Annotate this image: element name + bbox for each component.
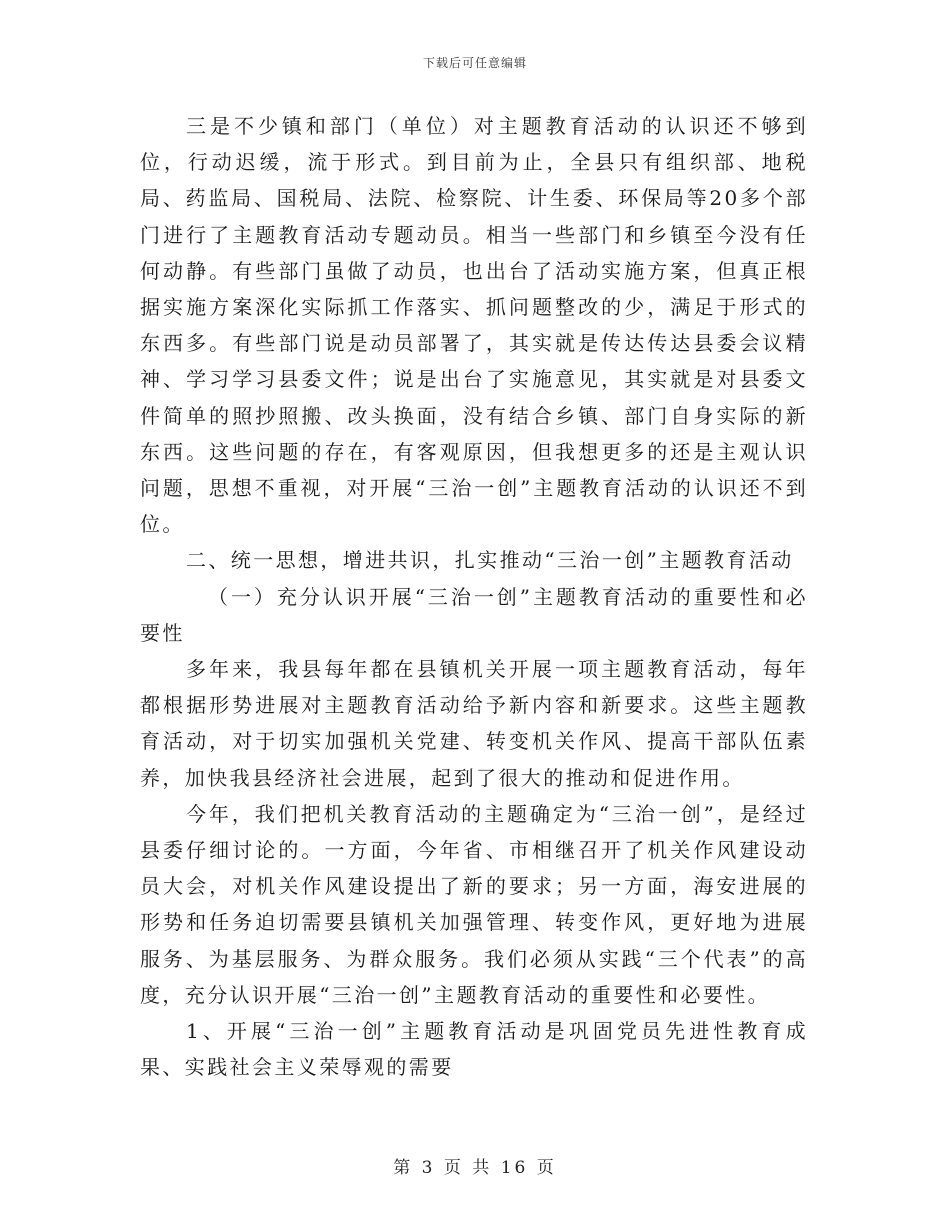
list-item-heading-1: 1、开展“三治一创”主题教育活动是巩固党员先进性教育成果、实践社会主义荣辱观的需要	[140, 1019, 808, 1080]
page-number-footer: 第 3 页 共 16 页	[393, 1158, 557, 1178]
page-header: 下载后可任意编辑	[422, 56, 527, 70]
paragraph-history: 多年来，我县每年都在县镇机关开展一项主题教育活动，每年都根据形势进展对主题教育活动给予新内容和新要求。这些主题教育活动，对于切实加强机关党建、转变机关作风、提高干部队伍素养，加快我县经济社会进展，起到了很大的推动和促进作用。	[140, 657, 808, 790]
paragraph-problem-three: 三是不少镇和部门（单位）对主题教育活动的认识还不够到位，行动迟缓，流于形式。到目前为止，全县只有组织部、地税局、药监局、国税局、法院、检察院、计生委、环保局等20多个部门进行了主题教育活动专题动员。相当一些部门和乡镇至今没有任何动静。有些部门虽做了动员，也出台了活动实施方案，但真正根据实施方案深化实际抓工作落实、抓问题整改的少，满足于形式的东西多。有些部门说是动员部署了，其实就是传达传达县委会议精神、学习学习县委文件；说是出台了实施意见，其实就是对县委文件简单的照抄照搬、改头换面，没有结合乡镇、部门自身实际的新东西。这些问题的存在，有客观原因，但我想更多的还是主观认识问题，思想不重视，对开展“三治一创”主题教育活动的认识还不到位。	[140, 114, 808, 537]
section-heading-two: 二、统一思想，增进共识，扎实推动“三治一创”主题教育活动	[186, 548, 794, 573]
document-body	[140, 108, 808, 1085]
paragraph-this-year: 今年，我们把机关教育活动的主题确定为“三治一创”，是经过县委仔细讨论的。一方面，今年省、市相继召开了机关作风建设动员大会，对机关作风建设提出了新的要求；另一方面，海安进展的形势和任务迫切需要县镇机关加强管理、转变作风，更好地为进展服务、为基层服务、为群众服务。我们必须从实践“三个代表”的高度，充分认识开展“三治一创”主题教育活动的重要性和必要性。	[140, 801, 808, 1007]
subsection-heading-one: （一）充分认识开展“三治一创”主题教育活动的重要性和必要性	[140, 584, 808, 645]
